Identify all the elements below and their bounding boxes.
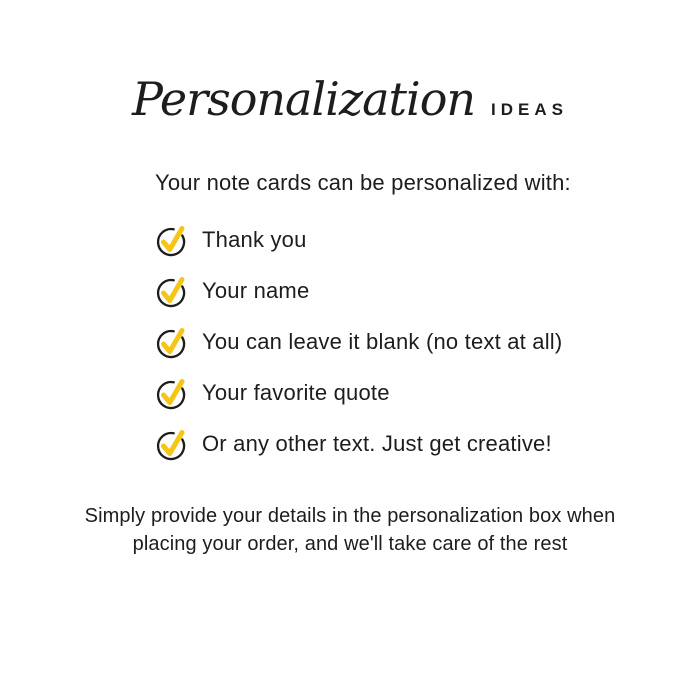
intro-heading: Your note cards can be personalized with: xyxy=(155,170,571,195)
content xyxy=(155,170,660,478)
list-item-label: You can leave it blank (no text at all) xyxy=(202,329,563,354)
list-item-label: Your favorite quote xyxy=(202,380,390,405)
list-item xyxy=(155,274,660,308)
list-item xyxy=(155,427,660,461)
footer-line-1: Simply provide your details in the personalization box when xyxy=(84,505,616,527)
list-item xyxy=(155,325,660,359)
check-circle-icon xyxy=(155,274,189,308)
footer-line-2: placing your order, and we'll take care of the rest xyxy=(132,533,568,556)
title-script-text: Personalization xyxy=(131,72,476,126)
check-circle-icon xyxy=(155,376,189,410)
ideas-list xyxy=(155,223,660,461)
check-circle-icon xyxy=(155,223,189,257)
list-item-label: Or any other text. Just get creative! xyxy=(202,431,552,456)
check-circle-icon xyxy=(155,427,189,461)
list-item-label: Your name xyxy=(202,278,310,303)
list-item xyxy=(155,376,660,410)
check-circle-icon xyxy=(155,325,189,359)
list-item xyxy=(155,223,660,257)
list-item-label: Thank you xyxy=(202,227,307,252)
page-title xyxy=(0,72,700,126)
title-caps-text: IDEAS xyxy=(491,100,569,119)
footer-note xyxy=(0,502,700,559)
